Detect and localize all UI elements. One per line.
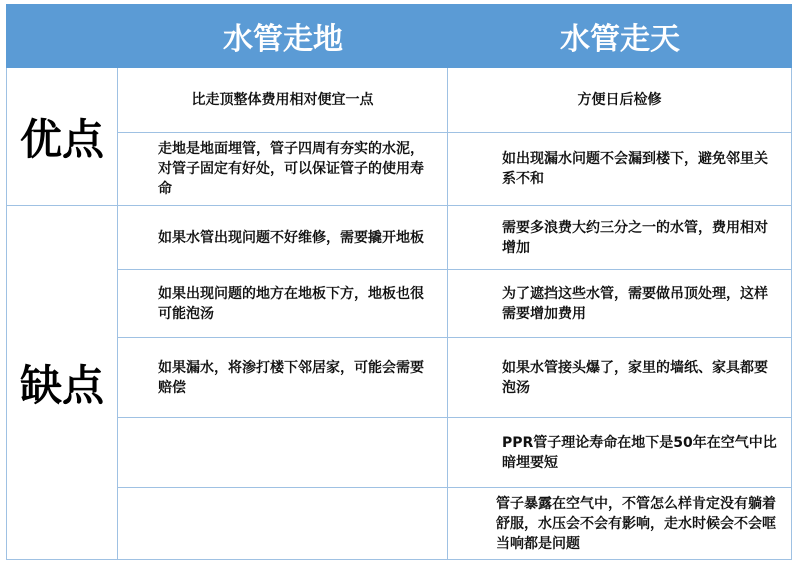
section-label-pros: 优点 (6, 68, 118, 206)
header-ceiling-pipes: 水管走天 (448, 4, 792, 68)
cons-ground-cell-4 (118, 418, 448, 488)
cell-text: 如出现漏水问题不会漏到楼下，避免邻里关系不和 (502, 151, 768, 187)
cell-text: 方便日后检修 (577, 92, 662, 108)
cons-ceiling-cell-3 (448, 338, 792, 418)
section-label-cons: 缺点 (6, 206, 118, 560)
comparison-table (6, 4, 792, 560)
cons-ground-cell-3 (118, 338, 448, 418)
header-ground-pipes: 水管走地 (118, 4, 448, 68)
cons-ceiling-cell-1 (448, 206, 792, 270)
cell-text: PPR管子理论寿命在地下是50年在空气中比暗埋要短 (502, 434, 777, 471)
cons-ceiling-cell-5 (448, 488, 792, 560)
cons-ceiling-cell-2 (448, 270, 792, 338)
cell-text: 走地是地面埋管，管子四周有夯实的水泥，对管子固定有好处，可以保证管子的使用寿命 (158, 141, 424, 197)
cell-text: 如果水管出现问题不好维修，需要撬开地板 (158, 229, 424, 246)
pros-ground-cell-1 (118, 68, 448, 133)
cell-text: 如果漏水，将渗打楼下邻居家，可能会需要赔偿 (158, 359, 424, 396)
pros-ceiling-cell-2 (448, 133, 792, 206)
header-corner (6, 4, 118, 68)
cons-ceiling-cell-4 (448, 418, 792, 488)
cell-text: 管子暴露在空气中，不管怎么样肯定没有躺着舒服，水压会不会有影响，走水时候会不会哐当响都是问题 (496, 495, 776, 552)
cons-ground-cell-1 (118, 206, 448, 270)
cons-ground-cell-5 (118, 488, 448, 560)
cell-text: 为了遮挡这些水管，需要做吊顶处理，这样需要增加费用 (502, 285, 768, 322)
cons-ground-cell-2 (118, 270, 448, 338)
cell-text: 需要多浪费大约三分之一的水管，费用相对增加 (502, 219, 768, 256)
cell-text: 如果出现问题的地方在地板下方，地板也很可能泡汤 (158, 285, 424, 322)
pros-ceiling-cell-1 (448, 68, 792, 133)
cell-text: 比走顶整体费用相对便宜一点 (191, 92, 374, 108)
pros-ground-cell-2 (118, 133, 448, 206)
cell-text: 如果水管接头爆了，家里的墙纸、家具都要泡汤 (502, 359, 768, 396)
